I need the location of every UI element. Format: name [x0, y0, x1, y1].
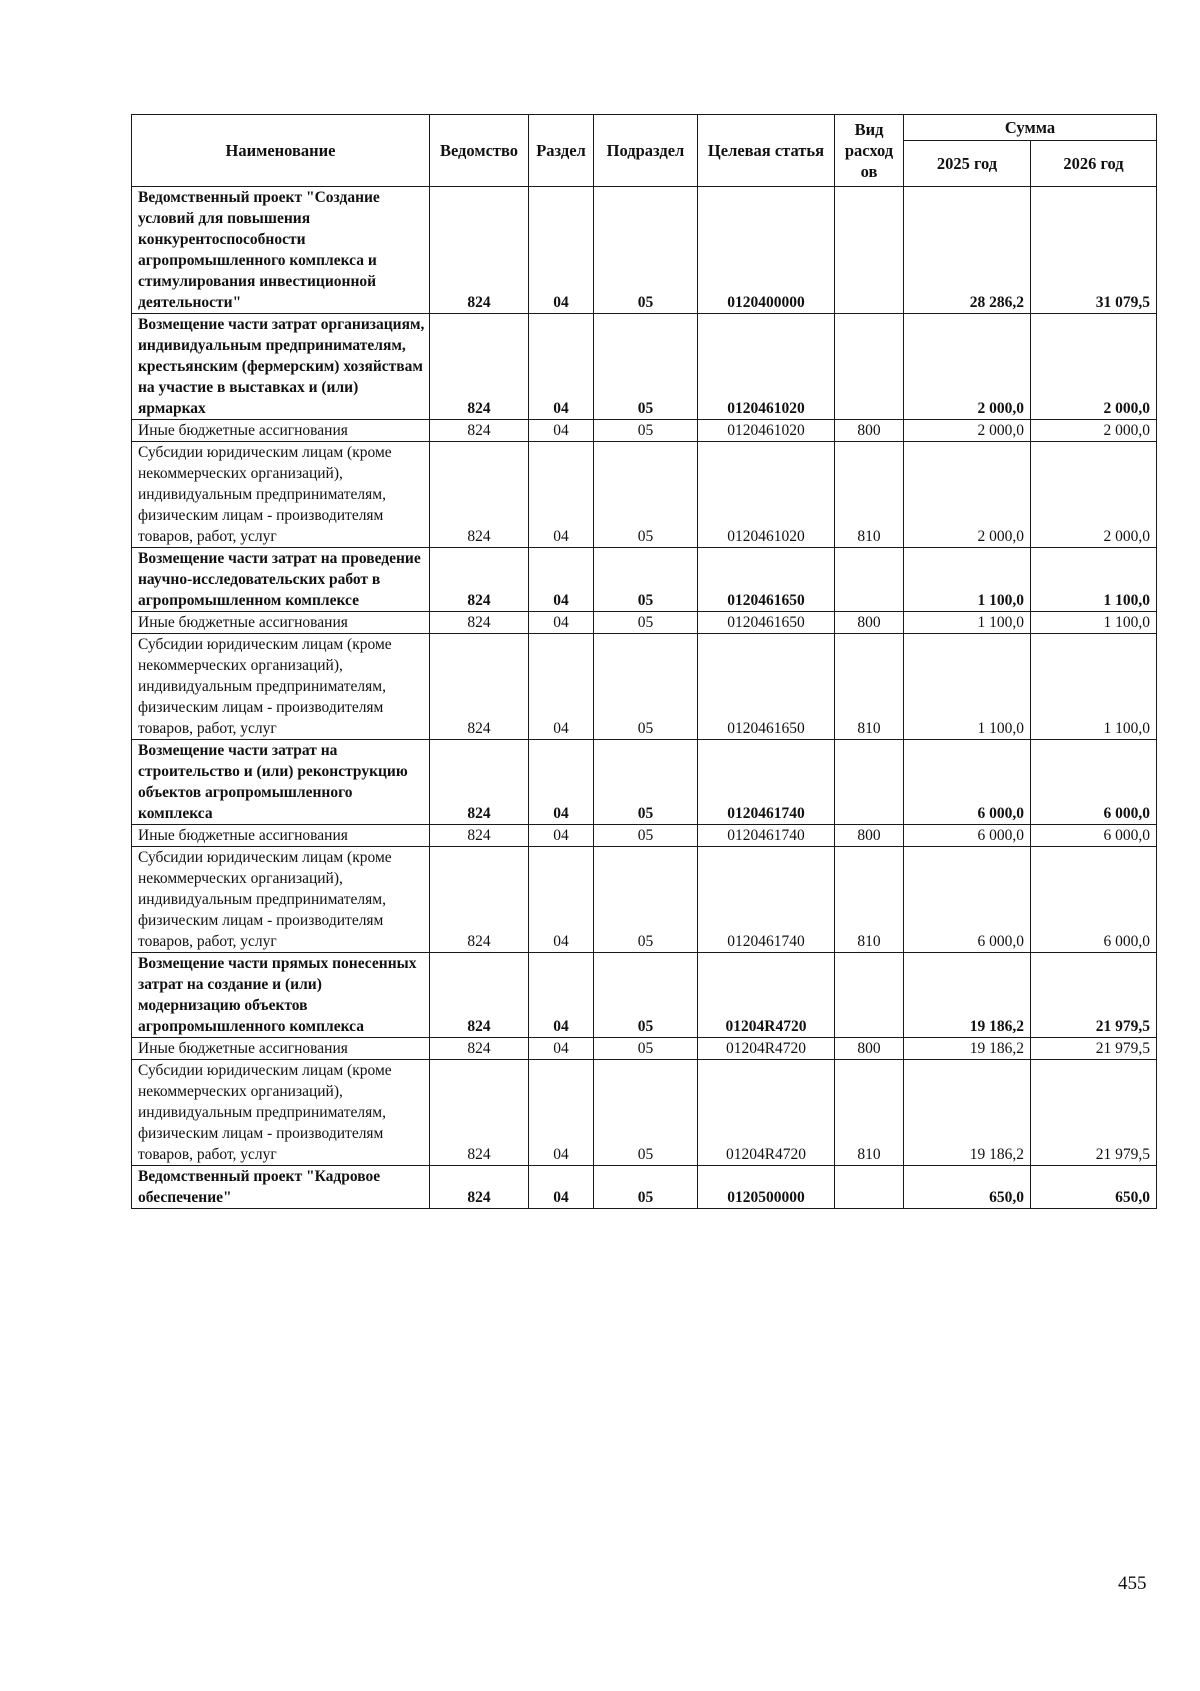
cell-sum-2025: 650,0 — [904, 1166, 1031, 1209]
table-row — [132, 1060, 1157, 1166]
cell-department: 824 — [430, 187, 529, 314]
cell-sum-2026: 6 000,0 — [1031, 825, 1157, 847]
cell-expense-type — [835, 740, 904, 825]
cell-department: 824 — [430, 420, 529, 442]
cell-expense-type: 810 — [835, 634, 904, 740]
budget-table — [131, 114, 1157, 1209]
cell-section: 04 — [529, 612, 594, 634]
cell-expense-type: 800 — [835, 612, 904, 634]
cell-name: Возмещение части затрат на строительство и (или) реконструкцию объектов агропромышленного комплекса — [132, 740, 430, 825]
cell-department: 824 — [430, 1038, 529, 1060]
cell-subsection: 05 — [594, 740, 698, 825]
cell-sum-2025: 1 100,0 — [904, 634, 1031, 740]
cell-name: Возмещение части прямых понесенных затрат на создание и (или) модернизацию объектов агропромышленного комплекса — [132, 953, 430, 1038]
cell-sum-2026: 2 000,0 — [1031, 314, 1157, 420]
cell-expense-type — [835, 314, 904, 420]
table-row — [132, 187, 1157, 314]
cell-target-article: 0120461740 — [698, 825, 835, 847]
cell-department: 824 — [430, 740, 529, 825]
cell-target-article: 0120461650 — [698, 634, 835, 740]
header-year-2025: 2025 год — [904, 141, 1031, 187]
cell-subsection: 05 — [594, 634, 698, 740]
cell-subsection: 05 — [594, 314, 698, 420]
cell-name: Иные бюджетные ассигнования — [132, 1038, 430, 1060]
cell-section: 04 — [529, 1038, 594, 1060]
cell-target-article: 01204R4720 — [698, 1060, 835, 1166]
cell-department: 824 — [430, 314, 529, 420]
cell-sum-2025: 19 186,2 — [904, 1038, 1031, 1060]
cell-sum-2025: 19 186,2 — [904, 1060, 1031, 1166]
cell-department: 824 — [430, 442, 529, 548]
header-section: Раздел — [529, 115, 594, 187]
cell-section: 04 — [529, 953, 594, 1038]
cell-subsection: 05 — [594, 1166, 698, 1209]
cell-sum-2026: 2 000,0 — [1031, 420, 1157, 442]
cell-expense-type — [835, 187, 904, 314]
table-row — [132, 847, 1157, 953]
header-expense-type: Вид расход ов — [835, 115, 904, 187]
cell-expense-type — [835, 953, 904, 1038]
cell-target-article: 0120461650 — [698, 548, 835, 612]
cell-department: 824 — [430, 1060, 529, 1166]
cell-target-article: 0120461740 — [698, 740, 835, 825]
table-row — [132, 548, 1157, 612]
cell-target-article: 0120400000 — [698, 187, 835, 314]
cell-department: 824 — [430, 548, 529, 612]
cell-section: 04 — [529, 420, 594, 442]
cell-department: 824 — [430, 825, 529, 847]
cell-section: 04 — [529, 442, 594, 548]
cell-sum-2026: 650,0 — [1031, 1166, 1157, 1209]
header-name: Наименование — [132, 115, 430, 187]
cell-subsection: 05 — [594, 442, 698, 548]
cell-sum-2025: 2 000,0 — [904, 442, 1031, 548]
cell-name: Субсидии юридическим лицам (кроме некоммерческих организаций), индивидуальным предпринимателям, физическим лицам - производителям товаров, работ, услуг — [132, 1060, 430, 1166]
table-row — [132, 442, 1157, 548]
cell-section: 04 — [529, 314, 594, 420]
cell-expense-type: 810 — [835, 1060, 904, 1166]
cell-subsection: 05 — [594, 1038, 698, 1060]
cell-expense-type: 800 — [835, 825, 904, 847]
cell-sum-2026: 6 000,0 — [1031, 847, 1157, 953]
cell-expense-type: 810 — [835, 847, 904, 953]
cell-section: 04 — [529, 548, 594, 612]
table-row — [132, 1038, 1157, 1060]
cell-subsection: 05 — [594, 953, 698, 1038]
header-year-2026: 2026 год — [1031, 141, 1157, 187]
cell-subsection: 05 — [594, 1060, 698, 1166]
header-row-top — [132, 115, 1157, 141]
cell-sum-2025: 28 286,2 — [904, 187, 1031, 314]
header-target-article: Целевая статья — [698, 115, 835, 187]
table-row — [132, 1166, 1157, 1209]
cell-section: 04 — [529, 1060, 594, 1166]
cell-sum-2025: 2 000,0 — [904, 420, 1031, 442]
table-row — [132, 314, 1157, 420]
cell-name: Возмещение части затрат на проведение научно-исследовательских работ в агропромышленном комплексе — [132, 548, 430, 612]
cell-expense-type: 800 — [835, 1038, 904, 1060]
table-row — [132, 953, 1157, 1038]
cell-target-article: 01204R4720 — [698, 953, 835, 1038]
table-row — [132, 612, 1157, 634]
cell-section: 04 — [529, 1166, 594, 1209]
cell-sum-2026: 1 100,0 — [1031, 548, 1157, 612]
cell-name: Возмещение части затрат организациям, индивидуальным предпринимателям, крестьянским (фермерским) хозяйствам на участие в выставках и (или) ярмарках — [132, 314, 430, 420]
cell-name: Субсидии юридическим лицам (кроме некоммерческих организаций), индивидуальным предпринимателям, физическим лицам - производителям товаров, работ, услуг — [132, 442, 430, 548]
cell-sum-2026: 1 100,0 — [1031, 634, 1157, 740]
cell-sum-2025: 1 100,0 — [904, 548, 1031, 612]
cell-target-article: 0120461020 — [698, 314, 835, 420]
cell-target-article: 0120461020 — [698, 442, 835, 548]
cell-sum-2026: 2 000,0 — [1031, 442, 1157, 548]
cell-expense-type: 800 — [835, 420, 904, 442]
cell-subsection: 05 — [594, 847, 698, 953]
cell-sum-2025: 1 100,0 — [904, 612, 1031, 634]
cell-target-article: 0120461740 — [698, 847, 835, 953]
cell-subsection: 05 — [594, 825, 698, 847]
cell-subsection: 05 — [594, 612, 698, 634]
cell-sum-2026: 21 979,5 — [1031, 953, 1157, 1038]
cell-sum-2025: 6 000,0 — [904, 740, 1031, 825]
cell-sum-2025: 2 000,0 — [904, 314, 1031, 420]
cell-target-article: 0120461020 — [698, 420, 835, 442]
cell-department: 824 — [430, 1166, 529, 1209]
cell-department: 824 — [430, 634, 529, 740]
header-department: Ведомство — [430, 115, 529, 187]
cell-target-article: 0120500000 — [698, 1166, 835, 1209]
cell-section: 04 — [529, 634, 594, 740]
cell-name: Ведомственный проект "Кадровое обеспечение" — [132, 1166, 430, 1209]
cell-target-article: 01204R4720 — [698, 1038, 835, 1060]
cell-name: Иные бюджетные ассигнования — [132, 612, 430, 634]
cell-sum-2026: 6 000,0 — [1031, 740, 1157, 825]
cell-expense-type — [835, 548, 904, 612]
cell-department: 824 — [430, 847, 529, 953]
cell-subsection: 05 — [594, 548, 698, 612]
table-row — [132, 420, 1157, 442]
cell-section: 04 — [529, 847, 594, 953]
page-number: 455 — [1118, 1573, 1147, 1594]
cell-name: Иные бюджетные ассигнования — [132, 825, 430, 847]
cell-section: 04 — [529, 187, 594, 314]
cell-expense-type — [835, 1166, 904, 1209]
cell-name: Ведомственный проект "Создание условий для повышения конкурентоспособности агропромышленного комплекса и стимулирования инвестиционной деятельности" — [132, 187, 430, 314]
cell-sum-2025: 6 000,0 — [904, 847, 1031, 953]
table-body — [132, 187, 1157, 1209]
cell-subsection: 05 — [594, 420, 698, 442]
cell-subsection: 05 — [594, 187, 698, 314]
header-sum: Сумма — [904, 115, 1157, 141]
cell-name: Иные бюджетные ассигнования — [132, 420, 430, 442]
cell-department: 824 — [430, 953, 529, 1038]
table-header — [132, 115, 1157, 187]
cell-name: Субсидии юридическим лицам (кроме некоммерческих организаций), индивидуальным предпринимателям, физическим лицам - производителям товаров, работ, услуг — [132, 847, 430, 953]
cell-sum-2026: 1 100,0 — [1031, 612, 1157, 634]
table-row — [132, 740, 1157, 825]
cell-expense-type: 810 — [835, 442, 904, 548]
cell-sum-2026: 21 979,5 — [1031, 1060, 1157, 1166]
cell-section: 04 — [529, 825, 594, 847]
cell-sum-2026: 21 979,5 — [1031, 1038, 1157, 1060]
cell-name: Субсидии юридическим лицам (кроме некоммерческих организаций), индивидуальным предпринимателям, физическим лицам - производителям товаров, работ, услуг — [132, 634, 430, 740]
table-row — [132, 634, 1157, 740]
cell-sum-2025: 19 186,2 — [904, 953, 1031, 1038]
table-row — [132, 825, 1157, 847]
cell-sum-2026: 31 079,5 — [1031, 187, 1157, 314]
cell-section: 04 — [529, 740, 594, 825]
cell-target-article: 0120461650 — [698, 612, 835, 634]
cell-sum-2025: 6 000,0 — [904, 825, 1031, 847]
cell-department: 824 — [430, 612, 529, 634]
header-subsection: Подраздел — [594, 115, 698, 187]
